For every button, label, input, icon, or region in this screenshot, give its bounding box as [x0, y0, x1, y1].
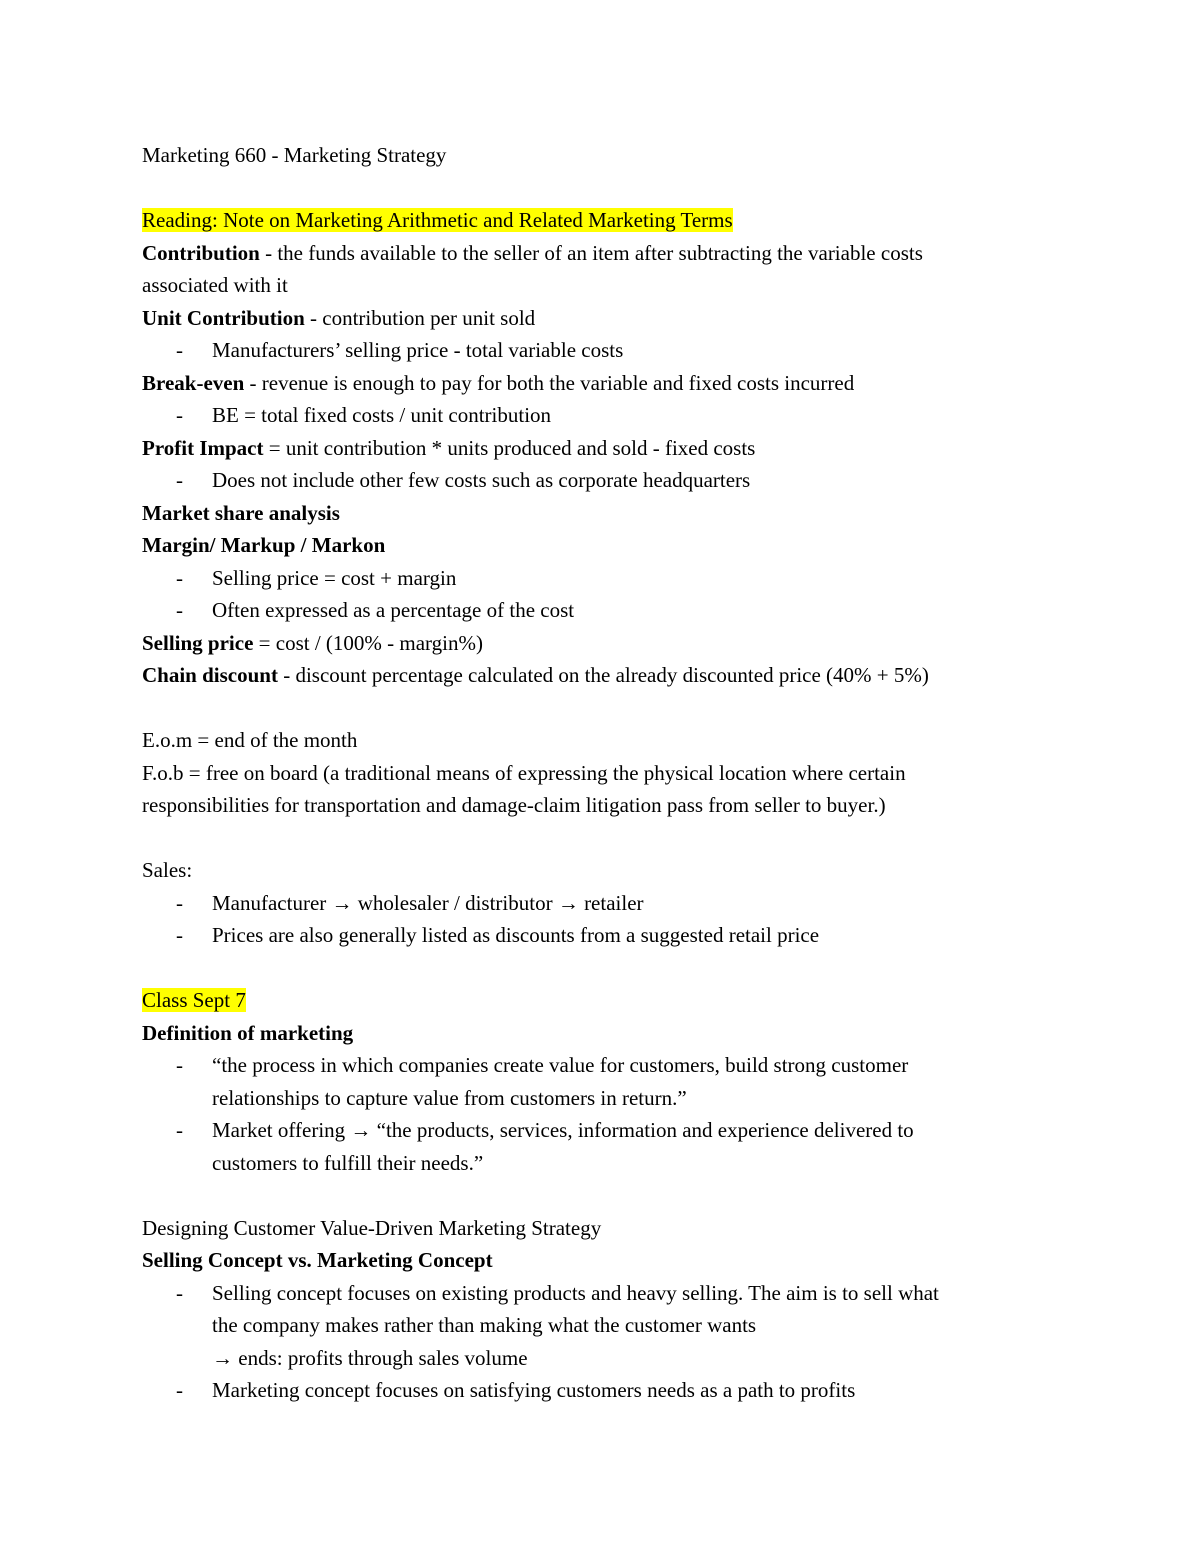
bullet-dash: - — [176, 1378, 183, 1402]
highlighted-heading: Reading: Note on Marketing Arithmetic and Related Marketing Terms — [142, 208, 733, 232]
bullet-item — [142, 464, 1042, 497]
term-label: Margin/ Markup / Markon — [142, 533, 386, 557]
eom-definition: E.o.m = end of the month — [142, 728, 358, 752]
bullet-text: Marketing concept focuses on satisfying customers needs as a path to profits — [212, 1378, 856, 1402]
bullet-text: “the process in which companies create value for customers, build strong customer — [212, 1053, 909, 1077]
term-market-share — [142, 497, 1042, 530]
bullet-dash: - — [176, 403, 183, 427]
sales-label: Sales: — [142, 858, 193, 882]
bullet-text: Manufacturers’ selling price - total variable costs — [212, 338, 624, 362]
term-definition: = unit contribution * units produced and sold - fixed costs — [263, 435, 756, 460]
reading-heading — [142, 204, 1042, 237]
bullet-item — [142, 1049, 1042, 1082]
term-margin — [142, 529, 1042, 562]
term-label: Profit Impact — [142, 435, 264, 460]
term-chain-discount — [142, 659, 1042, 692]
term-definition: - contribution per unit sold — [304, 305, 536, 330]
term-definition: = cost / (100% - margin%) — [253, 630, 483, 655]
bullet-dash: - — [176, 338, 183, 362]
bullet-dash: - — [176, 1280, 183, 1305]
bullet-continuation: customers to fulfill their needs.” — [212, 1150, 484, 1175]
section-heading: Definition of marketing — [142, 1020, 354, 1045]
designing-heading: Designing Customer Value-Driven Marketing Strategy — [142, 1215, 602, 1240]
bullet-continuation: relationships to capture value from customers in return.” — [212, 1085, 687, 1110]
bullet-text: Manufacturer → wholesaler / distributor → retailer — [212, 890, 644, 915]
bullet-text: Prices are also generally listed as discounts from a suggested retail price — [212, 923, 820, 947]
fob-definition: F.o.b = free on board (a traditional means of expressing the physical location where certain — [142, 760, 906, 785]
bullet-dash: - — [176, 598, 183, 622]
bullet-item — [142, 594, 1042, 627]
bullet-item — [142, 1277, 1042, 1310]
bullet-text: BE = total fixed costs / unit contribution — [212, 403, 552, 427]
definition-heading — [142, 1017, 1042, 1050]
term-profit-impact — [142, 432, 1042, 465]
term-label: Chain discount — [142, 663, 278, 687]
document-title: Marketing 660 - Marketing Strategy — [142, 143, 447, 167]
term-definition: - the funds available to the seller of an item after subtracting the variable costs — [259, 240, 923, 265]
bullet-item — [142, 1374, 1042, 1407]
section-heading: Selling Concept vs. Marketing Concept — [142, 1248, 493, 1272]
term-definition: - revenue is enough to pay for both the variable and fixed costs incurred — [244, 370, 855, 395]
document-body — [142, 139, 1042, 1407]
term-definition: - discount percentage calculated on the already discounted price (40% + 5%) — [277, 663, 929, 687]
bullet-item — [142, 887, 1042, 920]
fob-definition-continued: responsibilities for transportation and damage-claim litigation pass from seller to buyer.) — [142, 793, 886, 817]
term-label: Unit Contribution — [142, 305, 305, 330]
term-label: Selling price — [142, 630, 254, 655]
bullet-item — [142, 919, 1042, 952]
bullet-dash: - — [176, 468, 183, 492]
bullet-text: Often expressed as a percentage of the cost — [212, 598, 575, 622]
term-break-even — [142, 367, 1042, 400]
term-selling-price — [142, 627, 1042, 660]
bullet-dash: - — [176, 923, 183, 947]
bullet-text: Selling price = cost + margin — [212, 565, 457, 590]
term-label: Market share analysis — [142, 500, 340, 525]
bullet-text: Market offering → “the products, services, information and experience delivered to — [212, 1118, 914, 1142]
bullet-text: Does not include other few costs such as corporate headquarters — [212, 468, 751, 492]
bullet-item — [142, 562, 1042, 595]
highlighted-heading: Class Sept 7 — [142, 988, 246, 1012]
bullet-item — [142, 1114, 1042, 1147]
bullet-dash: - — [176, 1053, 183, 1077]
concept-heading — [142, 1244, 1042, 1277]
bullet-item — [142, 334, 1042, 367]
bullet-text: Selling concept focuses on existing products and heavy selling. The aim is to sell what — [212, 1280, 939, 1305]
term-label: Contribution — [142, 240, 260, 265]
bullet-dash: - — [176, 890, 183, 915]
term-unit-contribution — [142, 302, 1042, 335]
bullet-dash: - — [176, 1118, 183, 1142]
bullet-dash: - — [176, 565, 183, 590]
term-contribution-continued: associated with it — [142, 273, 288, 297]
bullet-continuation: the company makes rather than making what the customer wants — [212, 1313, 757, 1337]
term-label: Break-even — [142, 370, 245, 395]
bullet-item — [142, 399, 1042, 432]
class-heading — [142, 984, 1042, 1017]
term-contribution — [142, 237, 1042, 270]
bullet-continuation: → ends: profits through sales volume — [212, 1345, 528, 1370]
